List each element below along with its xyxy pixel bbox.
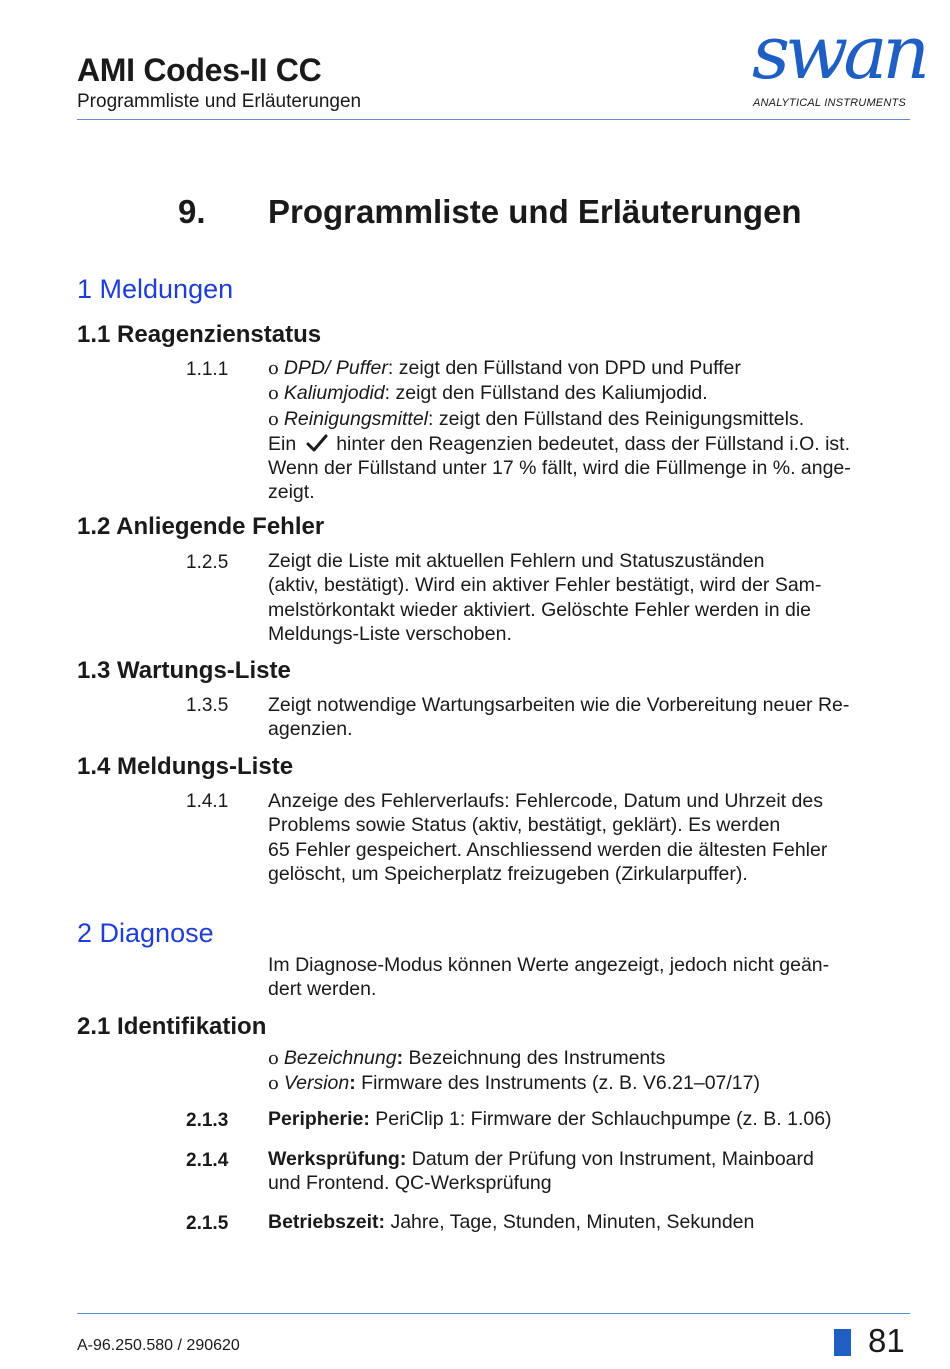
item-text-reagenzienstatus xyxy=(268,356,910,505)
text-line: zeigt. xyxy=(268,481,315,504)
item-text-wartungs-liste xyxy=(268,693,910,742)
swan-logo xyxy=(750,10,926,113)
section-heading-meldungen: 1 Meldungen xyxy=(77,274,234,304)
text-line: Wenn der Füllstand unter 17 % fällt, wird die Füllmenge in %. ange- xyxy=(268,457,851,480)
bullet-item: ο DPD/ Puffer: zeigt den Füllstand von DPD und Puffer xyxy=(268,357,741,379)
footer-divider xyxy=(77,1313,910,1314)
subsection-heading-meldungs-liste: 1.4 Meldungs-Liste xyxy=(77,753,294,780)
subsection-heading-identifikation: 2.1 Identifikation xyxy=(77,1013,267,1040)
item-number: 1.1.1 xyxy=(186,359,229,380)
text-line: gelöscht, um Speicherplatz freizugeben (Zirkularpuffer). xyxy=(268,862,748,885)
bullet-item: ο Bezeichnung: Bezeichnung des Instruments xyxy=(268,1047,666,1069)
text-line: agenzien. xyxy=(268,718,353,741)
item-text-werkspruefung xyxy=(268,1147,910,1196)
document-subtitle: Programmliste und Erläuterungen xyxy=(77,91,362,112)
text-line: Problems sowie Status (aktiv, bestätigt, geklärt). Es werden xyxy=(268,814,781,837)
text-line: Werksprüfung: Datum der Prüfung von Instrument, Mainboard xyxy=(268,1148,814,1170)
subsection-heading-anliegende-fehler: 1.2 Anliegende Fehler xyxy=(77,513,325,540)
bullet-item: ο Kaliumjodid: zeigt den Füllstand des Kaliumjodid. xyxy=(268,382,708,405)
subsection-heading-reagenzienstatus: 1.1 Reagenzienstatus xyxy=(77,321,322,348)
text-line: 65 Fehler gespeichert. Anschliessend werden die ältesten Fehler xyxy=(268,838,828,861)
logo-wordmark: swan xyxy=(752,10,926,96)
item-text-betriebszeit xyxy=(268,1210,910,1234)
logo-tagline: ANALYTICAL INSTRUMENTS xyxy=(753,97,906,109)
text-line: Betriebszeit: Jahre, Tage, Stunden, Minuten, Sekunden xyxy=(268,1211,755,1233)
subsection-heading-wartungs-liste: 1.3 Wartungs-Liste xyxy=(77,657,291,684)
diagnose-intro xyxy=(268,953,910,1002)
bullet-icon: ο xyxy=(268,1048,279,1069)
identifikation-bullets xyxy=(268,1046,910,1097)
text-line: Anzeige des Fehlerverlaufs: Fehlercode, Datum und Uhrzeit des xyxy=(268,790,823,812)
document-reference: A-96.250.580 / 290620 xyxy=(77,1337,240,1354)
text-line: Zeigt die Liste mit aktuellen Fehlern und Statuszuständen xyxy=(268,550,765,572)
item-number: 1.4.1 xyxy=(186,791,229,812)
page-number: 81 xyxy=(868,1322,905,1359)
checkmark-icon xyxy=(306,433,328,453)
item-number: 2.1.4 xyxy=(186,1150,229,1171)
item-text-meldungs-liste xyxy=(268,789,910,886)
bullet-item: ο Version: Firmware des Instruments (z. B. V6.21–07/17) xyxy=(268,1072,760,1095)
text-line: melstörkontakt wieder aktiviert. Gelöschte Fehler werden in die xyxy=(268,598,811,621)
item-number: 1.2.5 xyxy=(186,552,229,573)
page-marker-icon xyxy=(834,1329,851,1356)
text-line: Peripherie: PeriClip 1: Firmware der Schlauchpumpe (z. B. 1.06) xyxy=(268,1108,832,1130)
chapter-title: Programmliste und Erläuterungen xyxy=(268,193,802,230)
text-line: (aktiv, bestätigt). Wird ein aktiver Fehler bestätigt, wird der Sam- xyxy=(268,574,822,597)
section-heading-diagnose: 2 Diagnose xyxy=(77,918,214,948)
text-line: Zeigt notwendige Wartungsarbeiten wie die Vorbereitung neuer Re- xyxy=(268,694,850,716)
bullet-item: ο Reinigungsmittel: zeigt den Füllstand des Reinigungsmittels. xyxy=(268,407,805,430)
text-line: Ein hinter den Reagenzien bedeutet, dass der Füllstand i.O. ist. xyxy=(268,432,850,455)
item-text-anliegende-fehler xyxy=(268,549,910,646)
bullet-icon: ο xyxy=(268,408,279,430)
text-line: Meldungs-Liste verschoben. xyxy=(268,622,512,645)
item-number: 1.3.5 xyxy=(186,695,229,716)
bullet-icon: ο xyxy=(268,358,279,379)
text-line: Im Diagnose-Modus können Werte angezeigt, jedoch nicht geän- xyxy=(268,954,830,976)
item-number: 2.1.3 xyxy=(186,1110,229,1131)
item-text-peripherie xyxy=(268,1107,910,1131)
bullet-icon: ο xyxy=(268,383,279,405)
document-title: AMI Codes-II CC xyxy=(77,52,322,88)
header-divider xyxy=(77,119,910,120)
bullet-icon: ο xyxy=(268,1073,279,1095)
text-line: und Frontend. QC-Werksprüfung xyxy=(268,1172,552,1195)
chapter-number: 9. xyxy=(178,193,206,230)
item-number: 2.1.5 xyxy=(186,1213,229,1234)
text-line: dert werden. xyxy=(268,978,377,1001)
